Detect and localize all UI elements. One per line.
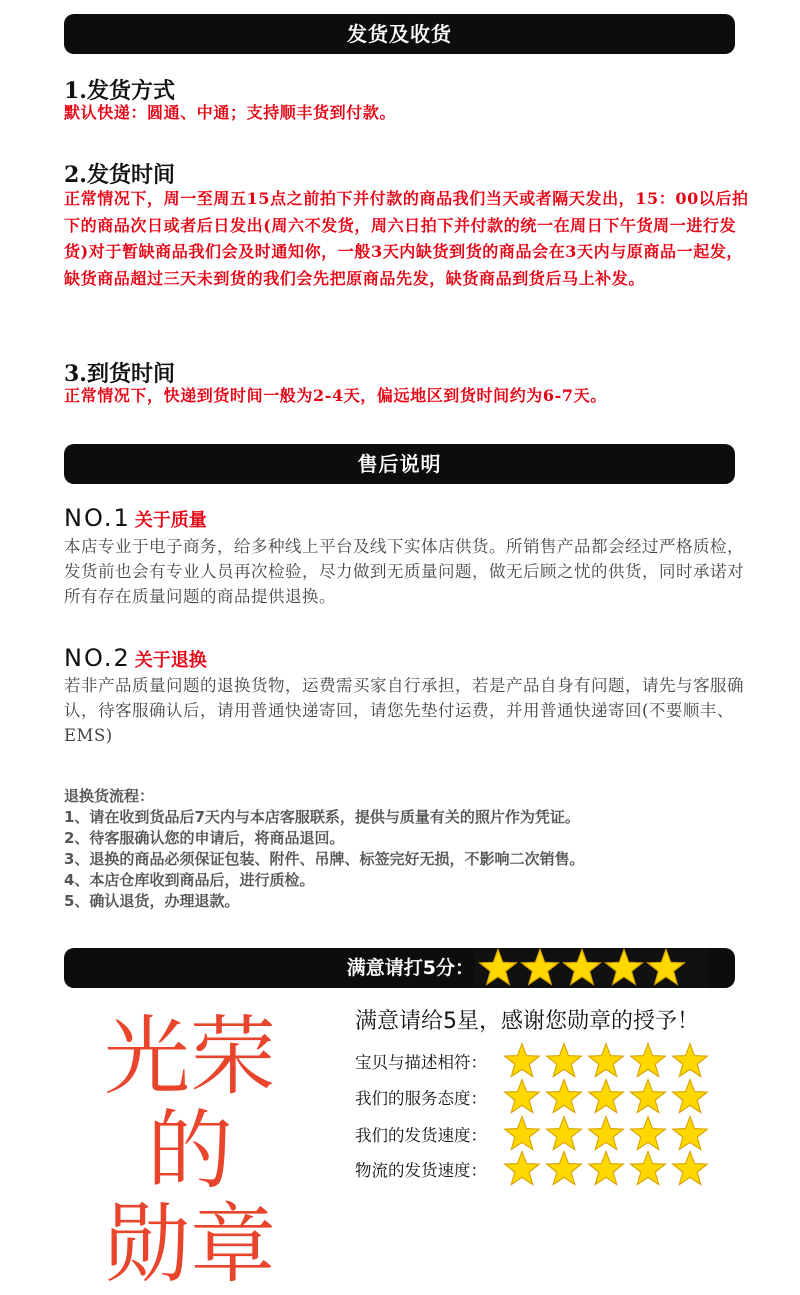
honor-line-2: 勋章 [104, 1195, 276, 1295]
star-icon [545, 1150, 583, 1188]
star-icon [545, 1115, 583, 1153]
star-icon [629, 1115, 667, 1153]
star-icon [604, 948, 644, 988]
rating-row [355, 1080, 709, 1114]
return-flow-step: 5、确认退货，办理退款。 [64, 892, 240, 910]
honor-badge-text [70, 1007, 310, 1295]
no2-heading [64, 644, 207, 672]
shipping-header-bar [64, 14, 735, 54]
rating-stars [503, 1115, 709, 1153]
shipping-time-title: 2.发货时间 [64, 162, 175, 188]
rating-bar [64, 948, 735, 988]
no1-text: 本店专业于电子商务，给多种线上平台及线下实体店供货。所销售产品都会经过严格质检，发货前也会有专业人员再次检验，尽力做到无质量问题，做无后顾之忧的供货，同时承诺对所有存在质量问题的商品提供退换。 [64, 537, 744, 606]
star-icon [478, 948, 518, 988]
rating-bar-label: 满意请打5分： [346, 957, 474, 979]
return-flow-step: 4、本店仓库收到商品后，进行质检。 [64, 871, 315, 889]
rating-subtitle: 满意请给5星，感谢您勋章的授予！ [355, 1009, 699, 1034]
star-icon [503, 1042, 541, 1080]
star-icon [545, 1078, 583, 1116]
star-icon [629, 1150, 667, 1188]
no1-number: NO.1 [64, 504, 131, 532]
arrival-time-text: 正常情况下，快递到货时间一般为2-4天，偏远地区到货时间约为6-7天。 [64, 386, 607, 405]
shipping-method-text: 默认快递：圆通、中通；支持顺丰货到付款。 [64, 103, 397, 122]
no2-number: NO.2 [64, 644, 131, 672]
no1-heading [64, 504, 207, 532]
star-icon [503, 1078, 541, 1116]
no2-label: 关于退换 [134, 650, 207, 671]
shipping-method-title: 1.发货方式 [64, 78, 175, 104]
rating-row [355, 1152, 709, 1186]
star-icon [587, 1078, 625, 1116]
after-sales-header-bar [64, 444, 735, 484]
return-flow-step: 1、请在收到货品后7天内与本店客服联系，提供与质量有关的照片作为凭证。 [64, 808, 580, 826]
rating-stars [503, 1042, 709, 1080]
star-icon [587, 1042, 625, 1080]
star-icon [520, 948, 560, 988]
rating-stars [503, 1078, 709, 1116]
shipping-header-title: 发货及收货 [347, 22, 452, 46]
return-flow [64, 786, 764, 912]
star-icon [503, 1115, 541, 1153]
rating-row [355, 1044, 709, 1078]
rating-label: 宝贝与描述相符： [355, 1053, 487, 1072]
star-icon [671, 1042, 709, 1080]
star-icon [562, 948, 602, 988]
star-icon [629, 1078, 667, 1116]
star-icon [671, 1115, 709, 1153]
star-icon [587, 1115, 625, 1153]
no2-text: 若非产品质量问题的退换货物，运费需买家自行承担，若是产品自身有问题，请先与客服确认，待客服确认后，请用普通快递寄回，请您先垫付运费，并用普通快递寄回(不要顺丰、EMS) [64, 676, 744, 745]
star-icon [503, 1150, 541, 1188]
shipping-time-text: 正常情况下，周一至周五15点之前拍下并付款的商品我们当天或者隔天发出，15：00以后拍下的商品次日或者后日发出(周六不发货，周六日拍下并付款的统一在周日下午货周一进行发货)对于暂缺商品我们会及时通知你，一般3天内缺货到货的商品会在3天内与原商品一起发，缺货商品超过三天未到货的我们会先把原商品先发，缺货商品到货后马上补发。 [64, 189, 749, 288]
rating-row [355, 1117, 709, 1151]
star-icon [587, 1150, 625, 1188]
rating-stars [503, 1150, 709, 1188]
star-icon [671, 1078, 709, 1116]
honor-line-1: 光荣的 [104, 1007, 276, 1201]
arrival-time-title: 3.到货时间 [64, 361, 175, 387]
star-icon [545, 1042, 583, 1080]
return-flow-title: 退换货流程： [64, 787, 155, 805]
rating-label: 物流的发货速度： [355, 1161, 487, 1180]
after-sales-header-title: 售后说明 [357, 452, 442, 476]
star-icon [671, 1150, 709, 1188]
return-flow-step: 3、退换的商品必须保证包装、附件、吊牌、标签完好无损，不影响二次销售。 [64, 850, 585, 868]
rating-label: 我们的服务态度： [355, 1089, 487, 1108]
rating-label: 我们的发货速度： [355, 1126, 487, 1145]
return-flow-step: 2、待客服确认您的申请后，将商品退回。 [64, 829, 345, 847]
no1-label: 关于质量 [134, 510, 207, 531]
rating-bar-stars [474, 948, 708, 988]
star-icon [629, 1042, 667, 1080]
star-icon [646, 948, 686, 988]
